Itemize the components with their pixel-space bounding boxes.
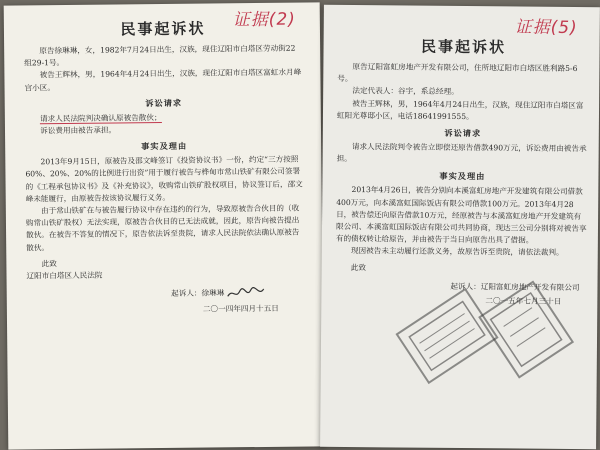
- plaintiff-info: 原告徐琳琳，女，1982年7月24日出生，汉族，现住辽阳市白塔区劳动街22组29-1号。: [24, 43, 296, 68]
- claim-item: 诉讼费用由被告承担。: [40, 125, 117, 136]
- document-date: 二〇一四年四月十五日: [202, 303, 279, 314]
- complaint-document-right: [320, 5, 600, 449]
- complaint-document-left: [4, 2, 325, 449]
- handwritten-signature: [227, 286, 265, 300]
- claim-highlighted: 请求人民法院判决确认原被告散伙；: [40, 112, 162, 124]
- document-title: 民事起诉状: [420, 37, 507, 57]
- claims-heading: 诉讼请求: [444, 127, 482, 139]
- signer-name: 起诉人：辽阳富虹房地产开发有限公司: [450, 281, 580, 292]
- facts-paragraph: 由于常山铁矿在与被告履行协议中存在违约的行为，导致原被告合伙目的（收购常山铁矿股权）无法实现，原被告合伙目的已无法成就，因此，原告向被告提出散伙。在被告不答复的情况下，原告依法诉至贵院，请求人民法院依法确认原被告散伙。: [25, 203, 300, 253]
- facts-paragraph: 现因被告未主动履行还款义务，故原告诉至贵院，请依法裁判。: [350, 246, 564, 258]
- closing-salutation: 此致: [350, 262, 367, 272]
- exhibit-mark-5: 证据(5): [514, 17, 578, 39]
- defendant-info: 被告王辉林，男，1964年4月24日出生，汉族，现住辽阳市白塔区富虹水月峰宫小区。: [24, 67, 302, 93]
- facts-heading: 事实及理由: [141, 140, 188, 152]
- document-title: 民事起诉状: [120, 19, 206, 39]
- document-date: 二〇一五年七月三十日: [485, 295, 562, 306]
- facts-heading: 事实及理由: [439, 171, 486, 182]
- closing-salutation: 此致: [41, 258, 57, 269]
- facts-paragraph: 2013年4月26日，被告分别向本溪富虹房地产开发建筑有限公司借款400万元，向本溪富虹国际饭店有限公司借款100万元。2013年4月28日，被告偿还向原告借款10万元，经原被告与本溪富虹房地产开发建筑有限公司、本溪富虹国际饭店有限公司共同协商，现达三公司分别将对被告享有的债权转让给原告，并由被告于当日向原告出具了借据。: [335, 185, 587, 245]
- claims-text: 请求人民法院判令被告立即偿还原告借款490万元，诉讼费用由被告承担。: [336, 142, 587, 164]
- signature-line: [27, 285, 305, 302]
- plaintiff-info: 原告辽阳富虹房地产开发有限公司，住所地辽阳市白塔区胜利路5-6号。: [337, 62, 578, 84]
- stamp-graphic: [405, 297, 489, 374]
- signer-name: 起诉人：徐琳琳: [171, 288, 225, 298]
- legal-representative: 法定代表人：谷宇，系总经理。: [352, 86, 459, 97]
- exhibit-mark-2: 证据(2): [232, 9, 296, 31]
- court-name: 辽阳市白塔区人民法院: [26, 270, 103, 281]
- claims-heading: 诉讼请求: [145, 97, 183, 109]
- facts-paragraph: 2013年9月15日，原被告及邵文峰签订《投资协议书》一份，约定“三方按照60%、20%、20%的比例进行出资”用于履行被告与桦甸市常山铁矿有限公司签署的《工程承包协议书》及《补充协议》，收购常山铁矿股权项目，协议签订后，邵文峰未能履行，由原被告按该协议履行义务。: [25, 154, 303, 204]
- defendant-info: 被告王辉林，男，1964年4月24日出生，汉族，现住辽阳市白塔区富虹阳光尊邸小区，电话18641991555。: [336, 98, 584, 121]
